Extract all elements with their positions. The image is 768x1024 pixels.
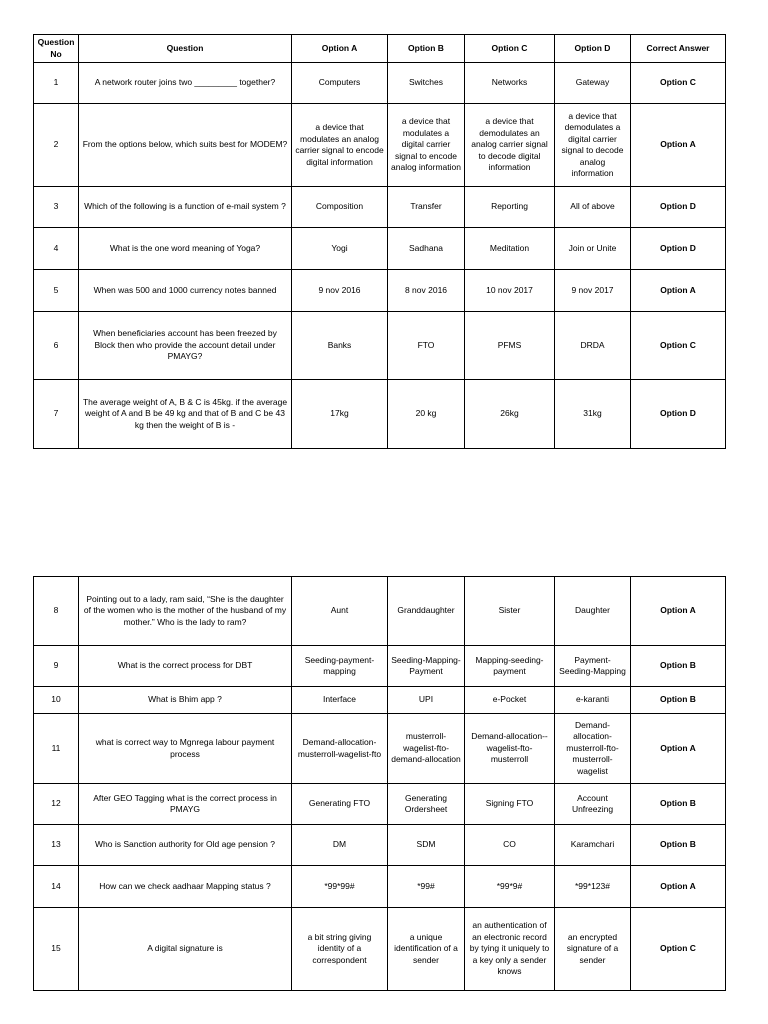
option-d: Daughter xyxy=(555,577,631,646)
option-c: *99*9# xyxy=(465,866,555,908)
question-text: what is correct way to Mgnrega labour payment process xyxy=(79,714,292,784)
table-row xyxy=(34,646,726,687)
option-c: Signing FTO xyxy=(465,784,555,825)
option-b: SDM xyxy=(388,825,465,866)
correct-answer: Option A xyxy=(631,270,726,312)
question-no: 6 xyxy=(34,312,79,380)
option-d: 9 nov 2017 xyxy=(555,270,631,312)
option-d: Account Unfreezing xyxy=(555,784,631,825)
table-row xyxy=(34,228,726,270)
option-b: Generating Ordersheet xyxy=(388,784,465,825)
option-b: UPI xyxy=(388,687,465,714)
question-no: 4 xyxy=(34,228,79,270)
option-a: 9 nov 2016 xyxy=(292,270,388,312)
correct-answer: Option B xyxy=(631,646,726,687)
option-a: Yogi xyxy=(292,228,388,270)
option-a: a device that modulates an analog carrier signal to encode digital information xyxy=(292,104,388,187)
question-no: 3 xyxy=(34,187,79,228)
table-row xyxy=(34,577,726,646)
table-row xyxy=(34,908,726,991)
option-c: a device that demodulates an analog carrier signal to decode digital information xyxy=(465,104,555,187)
header-option-d: Option D xyxy=(555,35,631,63)
option-c: Meditation xyxy=(465,228,555,270)
table-row xyxy=(34,63,726,104)
option-b: Sadhana xyxy=(388,228,465,270)
correct-answer: Option B xyxy=(631,825,726,866)
correct-answer: Option D xyxy=(631,380,726,449)
option-a: DM xyxy=(292,825,388,866)
option-d: Join or Unite xyxy=(555,228,631,270)
correct-answer: Option C xyxy=(631,908,726,991)
option-b: Seeding-Mapping-Payment xyxy=(388,646,465,687)
option-d: *99*123# xyxy=(555,866,631,908)
table-row xyxy=(34,380,726,449)
option-a: Interface xyxy=(292,687,388,714)
option-d: an encrypted signature of a sender xyxy=(555,908,631,991)
option-c: Reporting xyxy=(465,187,555,228)
option-b: Transfer xyxy=(388,187,465,228)
correct-answer: Option B xyxy=(631,784,726,825)
question-text: Who is Sanction authority for Old age pension ? xyxy=(79,825,292,866)
option-d: a device that demodulates a digital carrier signal to decode analog information xyxy=(555,104,631,187)
header-correct-answer: Correct Answer xyxy=(631,35,726,63)
option-d: DRDA xyxy=(555,312,631,380)
header-question: Question xyxy=(79,35,292,63)
option-d: 31kg xyxy=(555,380,631,449)
question-no: 8 xyxy=(34,577,79,646)
option-c: Mapping-seeding-payment xyxy=(465,646,555,687)
question-no: 15 xyxy=(34,908,79,991)
question-no: 11 xyxy=(34,714,79,784)
option-c: CO xyxy=(465,825,555,866)
question-text: The average weight of A, B & C is 45kg. if the average weight of A and B be 49 kg and that of B and C be 43 kg then the weight of B is - xyxy=(79,380,292,449)
option-b: 20 kg xyxy=(388,380,465,449)
correct-answer: Option C xyxy=(631,63,726,104)
option-d: Gateway xyxy=(555,63,631,104)
table-row xyxy=(34,825,726,866)
option-a: Banks xyxy=(292,312,388,380)
option-b: musterroll-wagelist-fto-demand-allocation xyxy=(388,714,465,784)
option-a: Generating FTO xyxy=(292,784,388,825)
option-c: PFMS xyxy=(465,312,555,380)
option-d: e-karanti xyxy=(555,687,631,714)
option-d: All of above xyxy=(555,187,631,228)
correct-answer: Option D xyxy=(631,228,726,270)
question-no: 1 xyxy=(34,63,79,104)
table-row xyxy=(34,687,726,714)
option-c: 26kg xyxy=(465,380,555,449)
question-text: After GEO Tagging what is the correct process in PMAYG xyxy=(79,784,292,825)
option-c: Demand-allocation--wagelist-fto-musterroll xyxy=(465,714,555,784)
question-no: 2 xyxy=(34,104,79,187)
question-text: A digital signature is xyxy=(79,908,292,991)
question-no: 9 xyxy=(34,646,79,687)
correct-answer: Option C xyxy=(631,312,726,380)
option-a: 17kg xyxy=(292,380,388,449)
option-c: Sister xyxy=(465,577,555,646)
option-a: Demand-allocation-musterroll-wagelist-fto xyxy=(292,714,388,784)
question-no: 10 xyxy=(34,687,79,714)
option-a: Seeding-payment-mapping xyxy=(292,646,388,687)
option-d: Demand-allocation-musterroll-fto-musterroll-wagelist xyxy=(555,714,631,784)
question-no: 13 xyxy=(34,825,79,866)
option-c: an authentication of an electronic record by tying it uniquely to a key only a sender knows xyxy=(465,908,555,991)
table-row xyxy=(34,866,726,908)
header-option-b: Option B xyxy=(388,35,465,63)
header-option-c: Option C xyxy=(465,35,555,63)
question-text: What is the one word meaning of Yoga? xyxy=(79,228,292,270)
correct-answer: Option A xyxy=(631,714,726,784)
quiz-table-part-1 xyxy=(33,34,726,449)
table-row xyxy=(34,714,726,784)
table-row xyxy=(34,312,726,380)
option-c: 10 nov 2017 xyxy=(465,270,555,312)
table-row xyxy=(34,784,726,825)
option-b: Switches xyxy=(388,63,465,104)
question-no: 7 xyxy=(34,380,79,449)
question-text: How can we check aadhaar Mapping status ? xyxy=(79,866,292,908)
option-c: Networks xyxy=(465,63,555,104)
option-c: e-Pocket xyxy=(465,687,555,714)
question-no: 5 xyxy=(34,270,79,312)
option-b: 8 nov 2016 xyxy=(388,270,465,312)
question-text: When beneficiaries account has been freezed by Block then who provide the account detail under PMAYG? xyxy=(79,312,292,380)
header-question-no: Question No xyxy=(34,35,79,63)
option-b: *99# xyxy=(388,866,465,908)
quiz-table-part-2 xyxy=(33,576,726,991)
question-text: From the options below, which suits best for MODEM? xyxy=(79,104,292,187)
option-a: Computers xyxy=(292,63,388,104)
correct-answer: Option D xyxy=(631,187,726,228)
correct-answer: Option A xyxy=(631,866,726,908)
option-d: Payment-Seeding-Mapping xyxy=(555,646,631,687)
option-d: Karamchari xyxy=(555,825,631,866)
question-text: When was 500 and 1000 currency notes banned xyxy=(79,270,292,312)
option-b: Granddaughter xyxy=(388,577,465,646)
question-no: 14 xyxy=(34,866,79,908)
question-text: Pointing out to a lady, ram said, “She is the daughter of the women who is the mother of the husband of my mother.” Who is the lady to ram? xyxy=(79,577,292,646)
option-a: Aunt xyxy=(292,577,388,646)
question-no: 12 xyxy=(34,784,79,825)
header-option-a: Option A xyxy=(292,35,388,63)
correct-answer: Option A xyxy=(631,577,726,646)
table-row xyxy=(34,187,726,228)
option-a: a bit string giving identity of a correspondent xyxy=(292,908,388,991)
table-row xyxy=(34,270,726,312)
table-row xyxy=(34,104,726,187)
option-b: a device that modulates a digital carrier signal to encode analog information xyxy=(388,104,465,187)
correct-answer: Option B xyxy=(631,687,726,714)
question-text: Which of the following is a function of e-mail system ? xyxy=(79,187,292,228)
header-row xyxy=(34,35,726,63)
question-text: A network router joins two _________ together? xyxy=(79,63,292,104)
option-b: a unique identification of a sender xyxy=(388,908,465,991)
option-b: FTO xyxy=(388,312,465,380)
option-a: *99*99# xyxy=(292,866,388,908)
correct-answer: Option A xyxy=(631,104,726,187)
question-text: What is the correct process for DBT xyxy=(79,646,292,687)
question-text: What is Bhim app ? xyxy=(79,687,292,714)
option-a: Composition xyxy=(292,187,388,228)
